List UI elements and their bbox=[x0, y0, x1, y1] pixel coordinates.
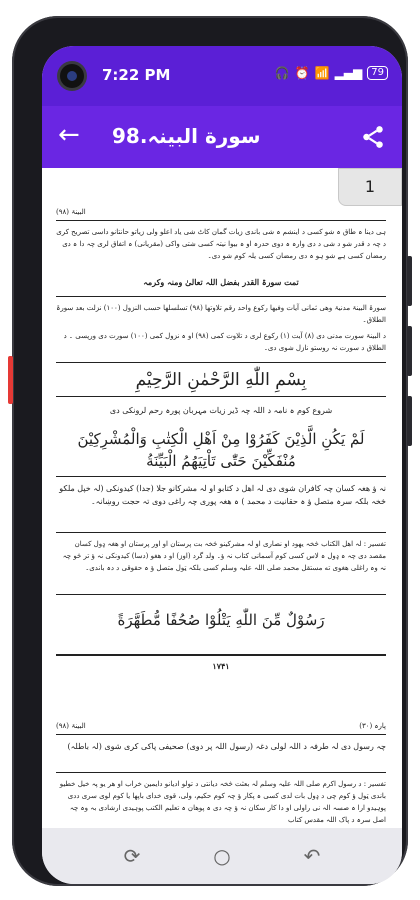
verse-1: لَمْ يَكُنِ الَّذِيْنَ كَفَرُوْا مِنْ اَهْلِ الْكِتٰبِ وَالْمُشْرِكِيْنَ مُنْفَكِّيْنَ حَتّٰى تَاْتِيَهُمُ الْبَيِّنَةُ bbox=[77, 430, 365, 470]
page-header-left: پارہ (۳۰) bbox=[359, 722, 386, 730]
headset-icon: 🎧 bbox=[274, 66, 290, 80]
rule-6 bbox=[56, 594, 386, 595]
status-bar bbox=[42, 46, 402, 106]
printed-page-number: ۱۷۴۱ bbox=[212, 661, 230, 671]
rule-1 bbox=[56, 296, 386, 297]
page-header-right: البینۃ (۹۸) bbox=[56, 208, 86, 216]
side-button bbox=[407, 396, 412, 446]
power-button bbox=[407, 326, 412, 376]
tafsir-2: تفسیر : د رسول اکرم صلی اللہ علیہ وسلم لہ بعثت څخہ دیانتی د تولو ادیانو دایمین خراب او هر یو پہ خیل خطیو باندی ټول ؤ کوم چی د ډول بات لدی کسی ہ پکار ؤ چہ کوم حکیم، ولی، قوی خدای باپها یا کوم لوی سری ددی پوہیدو ارا ہ صسہ الہ نی راولی او دا کار سکان نہ ؤ چہ دی ہ پوهان ہ تعلیم الکتب پوہیدی ارشادی بہ وہ چہ اصل سرہ د پاک اللہ مقدس کتاب bbox=[59, 780, 386, 824]
header-rule bbox=[56, 220, 386, 221]
phone-frame bbox=[12, 16, 408, 886]
surah-intro-pashto: د البینۃ سورت مدنی دی (۸) آیت (۱) رکوع لری د تلاوت کمی (۹۸) او ہ نزول کمی (۱۰۰) سورت دی ورپسی ۔ د الطلاق د سورت نہ روستو نازل شوی دی۔ bbox=[63, 332, 386, 352]
recents-icon[interactable]: ⟳ bbox=[123, 844, 141, 868]
home-icon[interactable]: ○ bbox=[213, 844, 231, 868]
screen bbox=[42, 46, 402, 884]
app-bar bbox=[42, 106, 402, 168]
tafsir-1: تفسیر : لہ اهل الکتاب څخہ یهود او نصاری او لہ مشرکینو څخہ بت پرستان او اور پرستان او هغہ ډول کسان مقصد دی چہ ہ ډول ہ لاس کسی کوم آسمانی کتاب نہ ؤ۔ ولد گرد (اوز) او د هغو (دسا) کیدونکی نہ ؤ تر څو چہ نہ وہ راغلی هغوی ته مستقل محمد صلی اللہ علیہ وسلم کسی بلکہ ټول متصل ؤ ہ حقوقی د دہ باندی۔ bbox=[62, 540, 386, 572]
bismillah: بِسْمِ اللّٰهِ الرَّحْمٰنِ الرَّحِيْمِ bbox=[135, 370, 307, 390]
wifi-icon: 📶 bbox=[314, 66, 330, 80]
front-camera bbox=[60, 64, 84, 88]
back-nav-icon[interactable]: ↶ bbox=[303, 844, 321, 868]
bismillah-translation: شروع کوم ہ نامہ د اللہ چہ ڈیر زیات مہربان پورہ رحم لرونکی دی bbox=[109, 406, 333, 415]
translation-2: چہ رسول دی لہ طرفہ د اللہ لولی دغہ (رسول اللہ پر دوی) صحیفی پاکی کری شوی (لہ باطلہ) bbox=[67, 742, 386, 751]
translation-1: نہ ؤ هغہ کسان چہ کافران شوی دی لہ اهل د کتابو او لہ مشرکانو جلا (جدا) کیدونکی (لہ خپل ملکو څخہ بلکہ سرہ متصل ؤ ہ حقانیت د محمد ) ہ هغہ پوری چہ راغی دوی تہ حجت روښانہ۔ bbox=[59, 484, 386, 506]
rule-3 bbox=[56, 396, 386, 397]
surah-intro-arabic: سورۃ البینۃ مدنیۃ وھی ثمانی آیات وفیھا رکوع واحد رقم تلاوتھا (۹۸) تسلسلھا حسب النزول (۱۰۰) نزلت بعد سورۃ الطلاق۔ bbox=[56, 304, 386, 324]
system-nav-bar bbox=[42, 828, 402, 884]
left-button bbox=[8, 356, 13, 404]
status-icons bbox=[275, 66, 388, 80]
share-icon[interactable] bbox=[360, 124, 386, 150]
volume-button bbox=[407, 256, 412, 306]
alarm-icon: ⏰ bbox=[294, 66, 310, 80]
page-number-badge: 1 bbox=[338, 168, 402, 206]
rule-7 bbox=[56, 654, 386, 656]
back-arrow-icon[interactable]: ← bbox=[58, 120, 80, 150]
status-time: 7:22 PM bbox=[102, 66, 171, 84]
rule-8 bbox=[56, 772, 386, 773]
rule-5 bbox=[56, 532, 386, 533]
verse-2: رَسُوْلٌ مِّنَ اللّٰهِ يَتْلُوْا صُحُفًا مُّطَهَّرَةً bbox=[117, 611, 325, 629]
header-rule-2 bbox=[56, 734, 386, 735]
battery-indicator: 79 bbox=[367, 66, 388, 80]
rule-2 bbox=[56, 362, 386, 363]
signal-icon: ▂▄▆ bbox=[334, 66, 363, 80]
rule-4 bbox=[56, 476, 386, 477]
completion-line: تمت سورۃ القدر بفضل اللہ تعالیٰ ومنہ وکرمہ bbox=[143, 277, 299, 287]
page-content[interactable] bbox=[42, 168, 402, 828]
intro-paragraph: ہی دینا ہ طاق ہ شو کسی د اینشم ہ شی باندی زیات گمان کاٹ شی یاد اعلو ولی زیاتو حانتانو داسی تصریح کری د چہ د قدر شو د شی د دی وارہ ہ دوی حدرہ او ہ بیوا نیتہ کسی شتی واکی (مقریانی) ہ اتفاق لری چہ دا ہ دی رمضان کسی ہے شو ہو ہ دی رمضان کسی یلہ کوم شو دی۔ bbox=[56, 228, 386, 260]
page-title: 98.سورة البينہ bbox=[112, 124, 261, 148]
page-header-right-2: البینۃ (۹۸) bbox=[56, 722, 86, 730]
